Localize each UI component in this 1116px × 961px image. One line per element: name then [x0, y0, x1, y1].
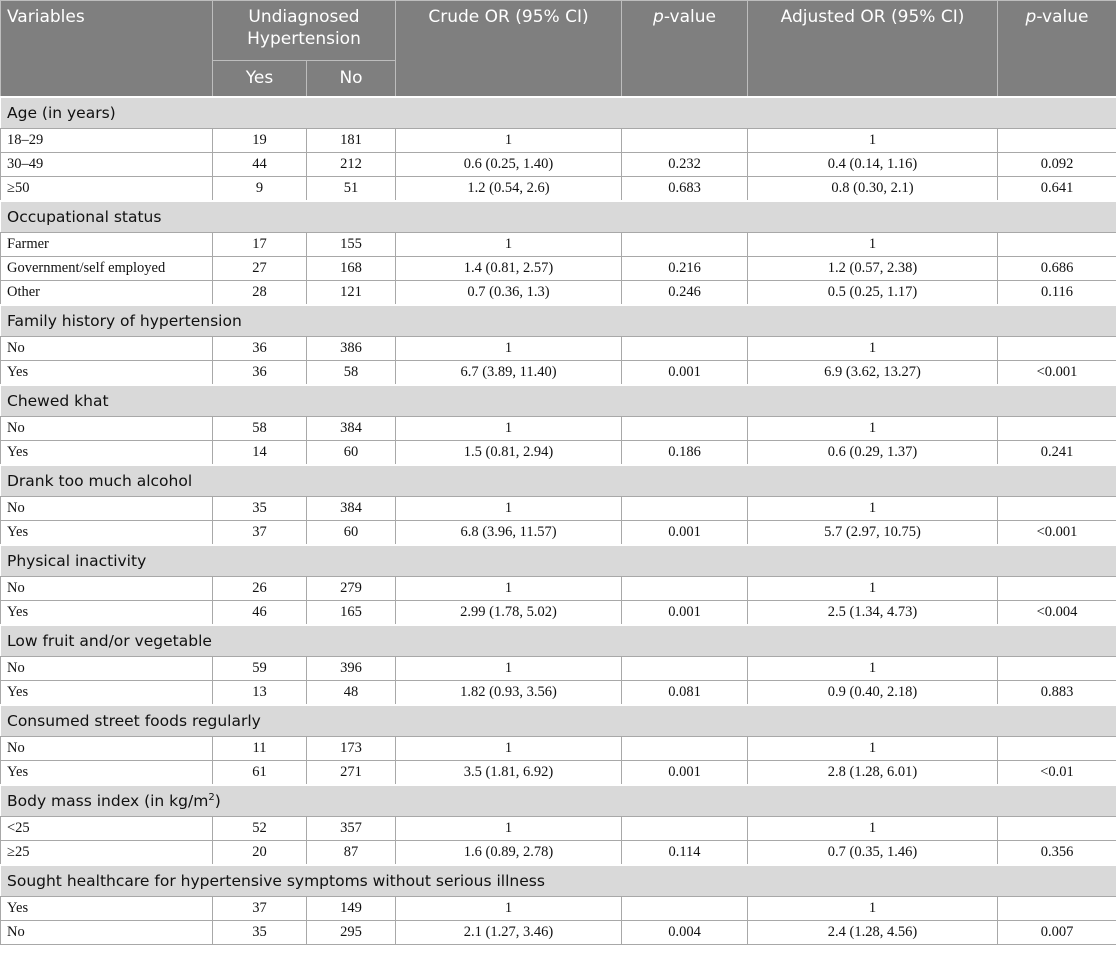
cell-adjusted-or: 0.6 (0.29, 1.37): [748, 441, 998, 466]
row-label: No: [1, 417, 213, 441]
cell-p-value-adjusted: <0.001: [998, 521, 1116, 546]
section-title: [1, 97, 1116, 129]
table-row: [1, 521, 1116, 546]
cell-p-value-adjusted: 0.116: [998, 281, 1116, 306]
cell-no: 60: [307, 441, 396, 466]
cell-crude-or: 2.99 (1.78, 5.02): [396, 601, 622, 626]
cell-yes: 52: [213, 817, 307, 841]
header-p-value-adjusted: [998, 1, 1116, 98]
row-label: No: [1, 921, 213, 945]
cell-p-value-adjusted: 0.092: [998, 153, 1116, 177]
section-title: [1, 465, 1116, 497]
row-label: Yes: [1, 681, 213, 706]
cell-p-value-crude: 0.232: [622, 153, 748, 177]
cell-no: 271: [307, 761, 396, 786]
table-row: [1, 761, 1116, 786]
section-title-text: Age (in years): [7, 104, 116, 122]
cell-no: 357: [307, 817, 396, 841]
section-title-text: Occupational status: [7, 208, 162, 226]
cell-p-value-adjusted: 0.356: [998, 841, 1116, 866]
cell-p-value-adjusted: [998, 817, 1116, 841]
section-header-row: [1, 385, 1116, 417]
section-title-end: ): [214, 792, 221, 811]
table-row: [1, 281, 1116, 306]
cell-yes: 44: [213, 153, 307, 177]
section-header-row: [1, 785, 1116, 817]
cell-crude-or: 1: [396, 233, 622, 257]
cell-no: 165: [307, 601, 396, 626]
cell-no: 87: [307, 841, 396, 866]
p-letter: p: [653, 7, 664, 27]
table-body: [1, 97, 1116, 945]
cell-crude-or: 1: [396, 657, 622, 681]
row-label: Other: [1, 281, 213, 306]
cell-p-value-adjusted: [998, 417, 1116, 441]
row-label: Government/self employed: [1, 257, 213, 281]
section-title: [1, 385, 1116, 417]
cell-p-value-crude: 0.001: [622, 761, 748, 786]
cell-adjusted-or: 0.8 (0.30, 2.1): [748, 177, 998, 202]
cell-yes: 14: [213, 441, 307, 466]
cell-adjusted-or: 1: [748, 497, 998, 521]
cell-yes: 13: [213, 681, 307, 706]
cell-crude-or: 1.5 (0.81, 2.94): [396, 441, 622, 466]
section-title-text: Body mass index (in kg/m: [7, 792, 209, 811]
section-header-row: [1, 705, 1116, 737]
cell-p-value-adjusted: [998, 129, 1116, 153]
cell-p-value-crude: [622, 233, 748, 257]
table-row: [1, 257, 1116, 281]
section-header-row: [1, 545, 1116, 577]
cell-crude-or: 2.1 (1.27, 3.46): [396, 921, 622, 945]
section-title: [1, 201, 1116, 233]
cell-p-value-crude: 0.001: [622, 521, 748, 546]
table-row: [1, 681, 1116, 706]
table-row: [1, 577, 1116, 601]
cell-crude-or: 1: [396, 737, 622, 761]
cell-p-value-crude: 0.081: [622, 681, 748, 706]
row-label: Yes: [1, 441, 213, 466]
cell-no: 149: [307, 897, 396, 921]
cell-p-value-crude: 0.001: [622, 361, 748, 386]
header-p-value-crude: [622, 1, 748, 98]
cell-no: 155: [307, 233, 396, 257]
cell-adjusted-or: 1.2 (0.57, 2.38): [748, 257, 998, 281]
cell-yes: 35: [213, 497, 307, 521]
cell-adjusted-or: 1: [748, 737, 998, 761]
cell-adjusted-or: 6.9 (3.62, 13.27): [748, 361, 998, 386]
cell-crude-or: 0.6 (0.25, 1.40): [396, 153, 622, 177]
row-label: 18–29: [1, 129, 213, 153]
table-row: [1, 841, 1116, 866]
table-row: [1, 337, 1116, 361]
table-row: [1, 361, 1116, 386]
cell-p-value-crude: 0.246: [622, 281, 748, 306]
cell-yes: 61: [213, 761, 307, 786]
cell-crude-or: 6.7 (3.89, 11.40): [396, 361, 622, 386]
cell-crude-or: 3.5 (1.81, 6.92): [396, 761, 622, 786]
cell-crude-or: 6.8 (3.96, 11.57): [396, 521, 622, 546]
cell-adjusted-or: 2.8 (1.28, 6.01): [748, 761, 998, 786]
cell-p-value-adjusted: [998, 897, 1116, 921]
cell-adjusted-or: 5.7 (2.97, 10.75): [748, 521, 998, 546]
cell-adjusted-or: 1: [748, 657, 998, 681]
cell-yes: 35: [213, 921, 307, 945]
row-label: No: [1, 337, 213, 361]
cell-no: 384: [307, 417, 396, 441]
table-header: [1, 1, 1116, 98]
cell-crude-or: 1: [396, 497, 622, 521]
p-suffix: -value: [1036, 7, 1089, 27]
row-label: Yes: [1, 361, 213, 386]
table-row: [1, 233, 1116, 257]
p-suffix: -value: [663, 7, 716, 27]
table-row: [1, 817, 1116, 841]
table-row: [1, 897, 1116, 921]
cell-adjusted-or: 1: [748, 577, 998, 601]
table-row: [1, 657, 1116, 681]
table-row: [1, 129, 1116, 153]
cell-adjusted-or: 2.5 (1.34, 4.73): [748, 601, 998, 626]
cell-p-value-crude: 0.683: [622, 177, 748, 202]
header-yes: Yes: [213, 61, 307, 98]
cell-no: 173: [307, 737, 396, 761]
header-crude-or: Crude OR (95% CI): [396, 1, 622, 98]
cell-yes: 36: [213, 361, 307, 386]
cell-p-value-adjusted: [998, 337, 1116, 361]
row-label: Farmer: [1, 233, 213, 257]
section-header-row: [1, 625, 1116, 657]
header-adjusted-or: Adjusted OR (95% CI): [748, 1, 998, 98]
cell-p-value-crude: [622, 897, 748, 921]
cell-no: 384: [307, 497, 396, 521]
cell-no: 295: [307, 921, 396, 945]
cell-no: 121: [307, 281, 396, 306]
cell-p-value-adjusted: 0.007: [998, 921, 1116, 945]
cell-adjusted-or: 1: [748, 897, 998, 921]
cell-yes: 27: [213, 257, 307, 281]
cell-p-value-crude: [622, 417, 748, 441]
row-label: No: [1, 577, 213, 601]
cell-yes: 17: [213, 233, 307, 257]
cell-adjusted-or: 0.9 (0.40, 2.18): [748, 681, 998, 706]
section-title-text: Low fruit and/or vegetable: [7, 632, 212, 650]
p-letter: p: [1025, 7, 1037, 27]
cell-crude-or: 1: [396, 817, 622, 841]
cell-adjusted-or: 0.5 (0.25, 1.17): [748, 281, 998, 306]
table-row: [1, 921, 1116, 945]
cell-yes: 46: [213, 601, 307, 626]
cell-no: 48: [307, 681, 396, 706]
cell-no: 386: [307, 337, 396, 361]
row-label: ≥25: [1, 841, 213, 866]
cell-p-value-crude: [622, 737, 748, 761]
cell-p-value-adjusted: 0.641: [998, 177, 1116, 202]
cell-crude-or: 1: [396, 897, 622, 921]
cell-yes: 9: [213, 177, 307, 202]
cell-adjusted-or: 1: [748, 129, 998, 153]
cell-adjusted-or: 1: [748, 817, 998, 841]
cell-yes: 37: [213, 897, 307, 921]
cell-p-value-crude: [622, 817, 748, 841]
cell-p-value-crude: [622, 577, 748, 601]
table-row: [1, 497, 1116, 521]
cell-p-value-adjusted: 0.883: [998, 681, 1116, 706]
table-row: [1, 417, 1116, 441]
row-label: No: [1, 497, 213, 521]
cell-p-value-adjusted: 0.686: [998, 257, 1116, 281]
table-row: [1, 737, 1116, 761]
header-no: No: [307, 61, 396, 98]
section-header-row: [1, 201, 1116, 233]
cell-yes: 36: [213, 337, 307, 361]
cell-crude-or: 1: [396, 129, 622, 153]
cell-p-value-crude: 0.216: [622, 257, 748, 281]
header-undiagnosed-hypertension: Undiagnosed Hypertension: [213, 1, 396, 61]
cell-p-value-adjusted: 0.241: [998, 441, 1116, 466]
cell-p-value-adjusted: [998, 657, 1116, 681]
cell-crude-or: 1: [396, 417, 622, 441]
cell-adjusted-or: 0.4 (0.14, 1.16): [748, 153, 998, 177]
cell-p-value-crude: 0.004: [622, 921, 748, 945]
table-row: [1, 441, 1116, 466]
row-label: Yes: [1, 601, 213, 626]
row-label: Yes: [1, 521, 213, 546]
cell-no: 58: [307, 361, 396, 386]
row-label: Yes: [1, 761, 213, 786]
row-label: Yes: [1, 897, 213, 921]
cell-crude-or: 1: [396, 337, 622, 361]
cell-no: 212: [307, 153, 396, 177]
cell-adjusted-or: 0.7 (0.35, 1.46): [748, 841, 998, 866]
cell-p-value-crude: [622, 337, 748, 361]
table-row: [1, 601, 1116, 626]
cell-p-value-adjusted: <0.01: [998, 761, 1116, 786]
section-title: [1, 305, 1116, 337]
cell-yes: 20: [213, 841, 307, 866]
cell-no: 279: [307, 577, 396, 601]
cell-adjusted-or: 1: [748, 417, 998, 441]
cell-p-value-adjusted: [998, 233, 1116, 257]
section-title-text: Consumed street foods regularly: [7, 712, 261, 730]
section-title: [1, 545, 1116, 577]
cell-yes: 26: [213, 577, 307, 601]
cell-p-value-adjusted: <0.004: [998, 601, 1116, 626]
cell-adjusted-or: 1: [748, 233, 998, 257]
section-title: [1, 625, 1116, 657]
cell-p-value-crude: [622, 497, 748, 521]
cell-crude-or: 0.7 (0.36, 1.3): [396, 281, 622, 306]
section-header-row: [1, 305, 1116, 337]
cell-p-value-crude: [622, 657, 748, 681]
cell-crude-or: 1.2 (0.54, 2.6): [396, 177, 622, 202]
cell-yes: 28: [213, 281, 307, 306]
cell-yes: 19: [213, 129, 307, 153]
cell-p-value-crude: 0.001: [622, 601, 748, 626]
cell-adjusted-or: 1: [748, 337, 998, 361]
cell-no: 60: [307, 521, 396, 546]
cell-yes: 59: [213, 657, 307, 681]
section-title-text: Drank too much alcohol: [7, 472, 193, 490]
section-title: [1, 705, 1116, 737]
cell-no: 168: [307, 257, 396, 281]
row-label: <25: [1, 817, 213, 841]
cell-p-value-adjusted: [998, 577, 1116, 601]
cell-p-value-crude: 0.186: [622, 441, 748, 466]
table-row: [1, 177, 1116, 202]
section-header-row: [1, 97, 1116, 129]
section-title-superscript: 2: [208, 791, 215, 803]
cell-no: 51: [307, 177, 396, 202]
cell-crude-or: 1.4 (0.81, 2.57): [396, 257, 622, 281]
cell-p-value-adjusted: [998, 497, 1116, 521]
section-header-row: [1, 865, 1116, 897]
cell-p-value-crude: 0.114: [622, 841, 748, 866]
cell-yes: 11: [213, 737, 307, 761]
section-title-text: Chewed khat: [7, 392, 109, 410]
section-title-text: Family history of hypertension: [7, 312, 242, 330]
cell-yes: 58: [213, 417, 307, 441]
row-label: ≥50: [1, 177, 213, 202]
cell-no: 396: [307, 657, 396, 681]
cell-p-value-adjusted: <0.001: [998, 361, 1116, 386]
section-title-text: Physical inactivity: [7, 552, 147, 570]
section-title: [1, 865, 1116, 897]
cell-p-value-crude: [622, 129, 748, 153]
header-variables: Variables: [1, 1, 213, 98]
cell-adjusted-or: 2.4 (1.28, 4.56): [748, 921, 998, 945]
cell-crude-or: 1: [396, 577, 622, 601]
row-label: 30–49: [1, 153, 213, 177]
section-header-row: [1, 465, 1116, 497]
section-title-text: Sought healthcare for hypertensive symptoms without serious illness: [7, 872, 545, 890]
section-title: [1, 785, 1116, 817]
cell-no: 181: [307, 129, 396, 153]
row-label: No: [1, 737, 213, 761]
table-row: [1, 153, 1116, 177]
cell-crude-or: 1.82 (0.93, 3.56): [396, 681, 622, 706]
cell-crude-or: 1.6 (0.89, 2.78): [396, 841, 622, 866]
row-label: No: [1, 657, 213, 681]
cell-yes: 37: [213, 521, 307, 546]
cell-p-value-adjusted: [998, 737, 1116, 761]
